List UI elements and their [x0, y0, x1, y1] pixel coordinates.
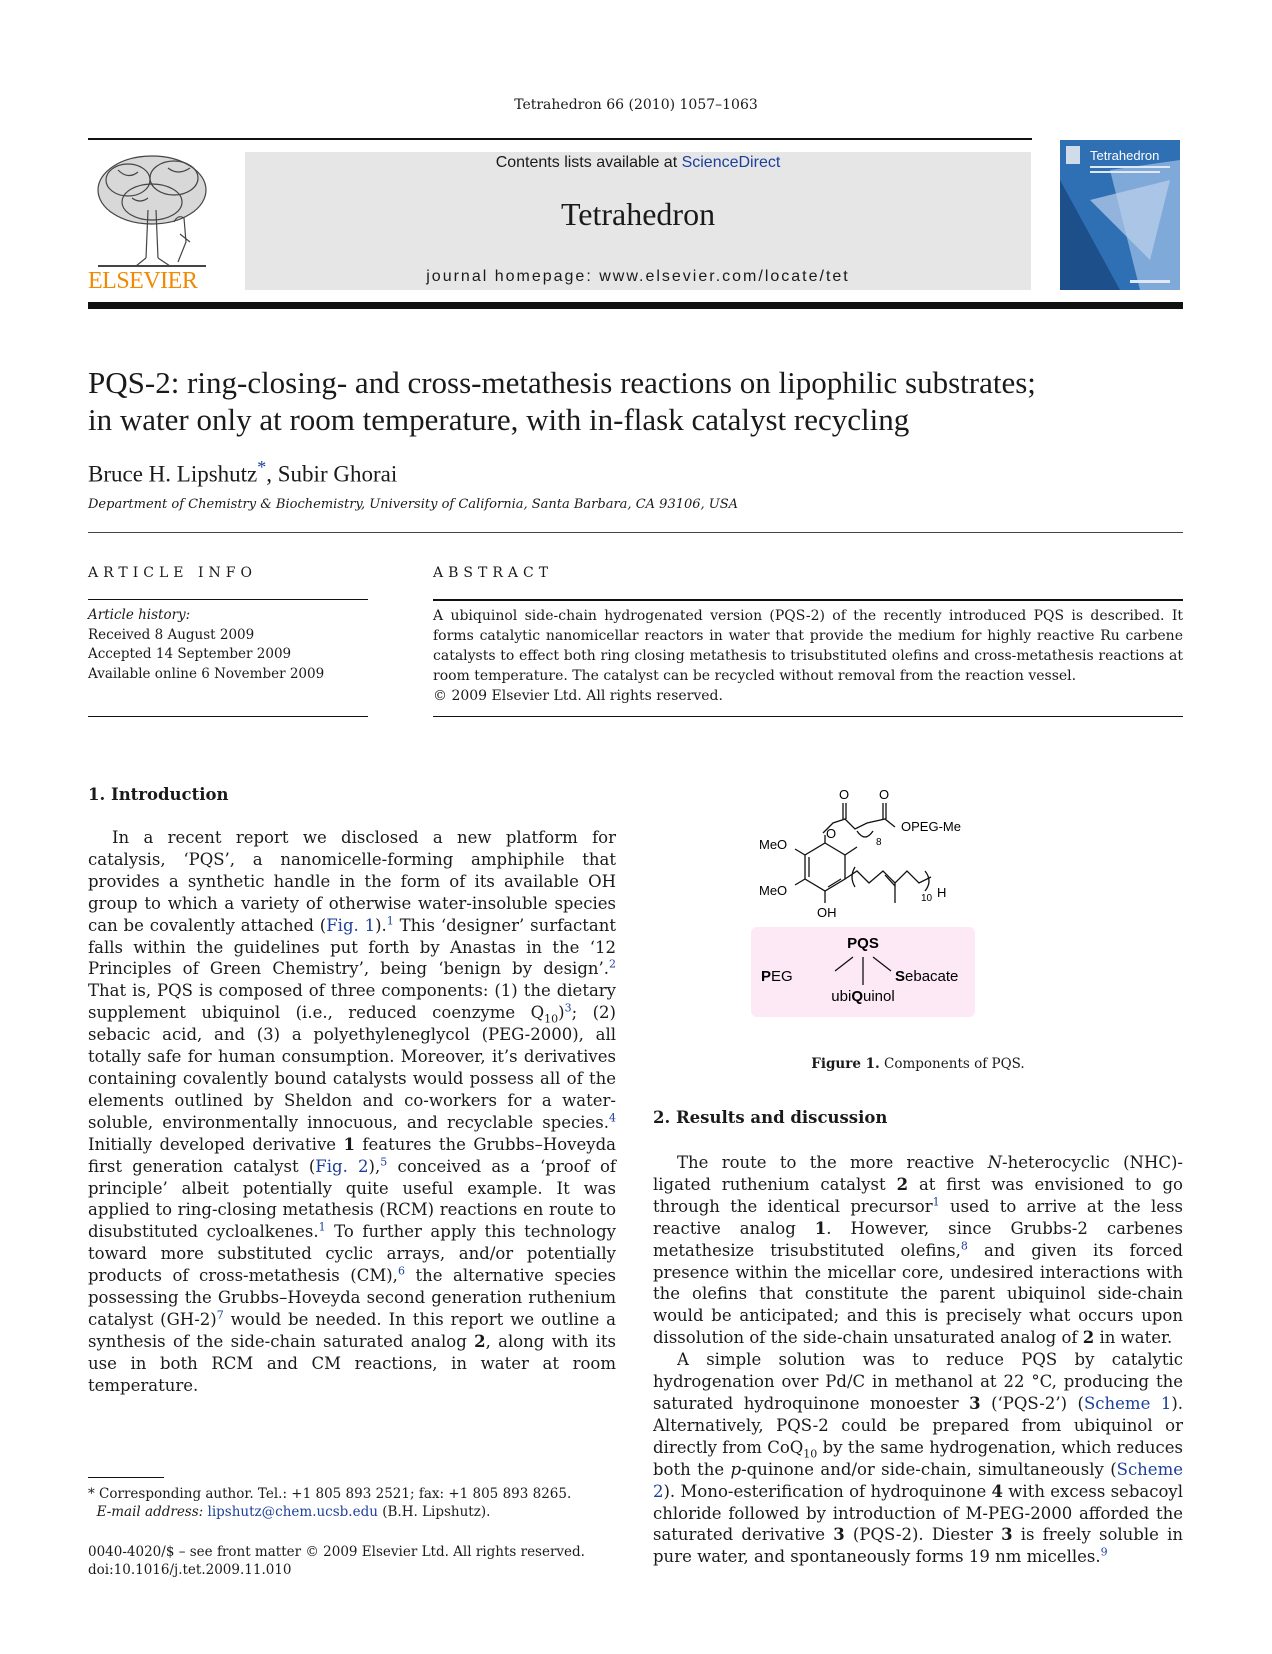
footnote-line-1: * Corresponding author. Tel.: +1 805 893 2521; fax: +1 805 893 8265.	[88, 1486, 572, 1502]
scheme1-link[interactable]: Scheme 1	[1083, 1393, 1172, 1413]
received-date: Received 8 August 2009	[88, 626, 255, 643]
carbonyl-o-1: O	[839, 787, 850, 802]
journal-reference: Tetrahedron 66 (2010) 1057–1063	[514, 97, 758, 113]
terminal-h: H	[937, 885, 947, 900]
repeat-10: 10	[921, 893, 933, 904]
ester-o: O	[826, 826, 837, 841]
citation[interactable]: 6	[397, 1264, 405, 1278]
abstract-bottom-rule	[433, 716, 1183, 717]
corresponding-author-footnote	[88, 1485, 628, 1521]
fig2-link[interactable]: Fig. 2	[315, 1156, 369, 1176]
info-top-rule	[88, 599, 368, 600]
corresponding-author-mark[interactable]: *	[257, 457, 267, 477]
citation[interactable]: 3	[564, 1001, 572, 1015]
introduction-paragraph: In a recent report we disclosed a new platform for catalysis, ‘PQS’, a nanomicelle-forming amphiphile that provides a synthetic handle in the form of its available OH group to which a variety of otherwise water-insoluble species can be covalently attached (Fig. 1).$^1$ This ‘designer’ surfactant falls within the guidelines put forth by Anastas in the ‘12 Principles of Green Chemistry’, being ‘benign by design’.$^2$ That is, PQS is composed of three components: (1) the dietary supplement ubiquinol (i.e., reduced coenzyme $Q_{10})^3$; (2) sebacic acid, and (3) a polyethyleneglycol (PEG-2000), all totally safe for human consumption. Moreover, it’s derivatives containing covalently bound catalysts would possess all of the elements outlined by Sheldon and co-workers for a water-soluble, environmentally innocuous, and recyclable species.$^4$ Initially developed derivative 1 features the Grubbs–Hoveyda first generation catalyst (Fig. 2),$^5$ conceived as a ‘proof of principle’ albeit potentially quite useful example. It was applied to ring-closing metathesis (RCM) reactions en route to disubstituted cycloalkenes.$^1$ To further apply this technology toward more substituted cyclic arrays, and/or potentially products of cross-metathesis (CM),$^6$ the alternative species possessing the Grubbs–Hoveyda second generation ruthenium catalyst $(GH-2)^7$ would be needed. In this report we outline a synthesis of the side-chain saturated analog 2, along with its use in both RCM and CM reactions, in water at room temperature.	[88, 828, 617, 1395]
citation[interactable]: 4	[609, 1111, 616, 1125]
opeg-label: OPEG-Me	[901, 819, 961, 834]
methoxy-2: MeO	[759, 883, 788, 898]
carbonyl-o-2: O	[879, 787, 890, 802]
masthead-thick-rule	[88, 302, 1183, 309]
footnote-rule	[88, 1477, 164, 1478]
citation[interactable]: 8	[960, 1239, 968, 1253]
chain-length-8: 8	[876, 837, 882, 848]
section-heading-results: 2. Results and discussion	[653, 1108, 888, 1127]
author-list	[88, 457, 397, 488]
caption-text: Components of PQS.	[884, 1056, 1025, 1072]
scheme2-link[interactable]: Scheme 2	[653, 1459, 1183, 1501]
author-email-link[interactable]: lipshutz@chem.ucsb.edu	[207, 1504, 378, 1520]
journal-homepage[interactable]: journal homepage: www.elsevier.com/locate/tet	[426, 268, 850, 285]
ubiquinol-component: ubiQuinol	[831, 988, 895, 1005]
citation[interactable]: 1	[318, 1220, 326, 1234]
title-line-1: PQS-2: ring-closing- and cross-metathesis reactions on lipophilic substrates;	[88, 365, 1036, 400]
info-bottom-rule	[88, 716, 368, 717]
contents-lists-line	[245, 154, 1031, 172]
pqs-label: PQS	[847, 935, 879, 952]
figure-1-caption	[653, 1056, 1183, 1072]
article-history	[88, 606, 324, 684]
citation[interactable]: 5	[380, 1155, 388, 1169]
introduction-body	[88, 827, 616, 1397]
results-paragraph-2: A simple solution was to reduce PQS by catalytic hydrogenation over Pd/C in methanol at 22 °C, producing the saturated hydroquinone monoester 3 (‘PQS-2’) (Scheme 1). Alternatively, PQS-2 could be prepared from ubiquinol or directly from CoQ$_{10}$ by the same hydrogenation, which reduces both the p-quinone and/or side-chain, simultaneously (Scheme 2). Mono-esterification of hydroquinone 4 with excess sebacoyl chloride followed by introduction of M-PEG-2000 afforded the saturated derivative 3 (PQS-2). Diester 3 is freely soluble in pure water, and spontaneously forms 19 nm micelles.$^9$	[653, 1350, 1184, 1567]
author-ghorai: , Subir Ghorai	[266, 461, 398, 487]
abstract-copyright: © 2009 Elsevier Ltd. All rights reserved.	[433, 688, 723, 704]
caption-label: Figure 1.	[811, 1056, 880, 1072]
citation[interactable]: 9	[1100, 1545, 1108, 1559]
author-lipshutz: Bruce H. Lipshutz	[88, 461, 258, 487]
figure-1-pqs-structure	[759, 785, 1035, 1045]
footnote-email-line: E-mail address: lipshutz@chem.ucsb.edu (B.H. Lipshutz).	[96, 1504, 491, 1520]
page-footer	[88, 1543, 585, 1579]
section-heading-introduction: 1. Introduction	[88, 785, 229, 804]
header-rule	[88, 138, 1032, 140]
journal-cover-image	[1060, 140, 1180, 290]
abstract-top-rule	[433, 599, 1183, 601]
doi-line: doi:10.1016/j.tet.2009.11.010	[88, 1562, 292, 1578]
title-rule	[88, 532, 1183, 533]
results-body	[653, 1152, 1183, 1568]
citation[interactable]: 1	[932, 1195, 940, 1209]
footnote-mark: *	[88, 1486, 95, 1502]
article-title	[88, 364, 1188, 438]
peg-component: PEG	[761, 968, 793, 985]
abstract-heading: ABSTRACT	[433, 565, 554, 581]
sciencedirect-link[interactable]: ScienceDirect	[681, 154, 781, 171]
online-date: Available online 6 November 2009	[88, 665, 325, 682]
accepted-date: Accepted 14 September 2009	[88, 646, 292, 662]
title-line-2: in water only at room temperature, with in-flask catalyst recycling	[88, 402, 910, 437]
affiliation: Department of Chemistry & Biochemistry, University of California, Santa Barbara, CA 93106, USA	[88, 497, 739, 512]
elsevier-wordmark: ELSEVIER	[88, 268, 198, 294]
abstract-text: A ubiquinol side-chain hydrogenated version (PQS-2) of the recently introduced PQS is described. It forms catalytic nanomicellar reactors in water that provide the medium for highly reactive Ru carbene catalysts to effect both ring closing metathesis to trisubstituted olefins and cross-metathesis reactions at room temperature. The catalyst can be recycled without removal from the reaction vessel.	[433, 608, 1183, 684]
journal-masthead	[245, 152, 1031, 290]
cover-title: Tetrahedron	[1090, 148, 1160, 163]
journal-title: Tetrahedron	[560, 196, 716, 232]
citation[interactable]: 7	[216, 1308, 224, 1322]
citation[interactable]: 2	[609, 957, 616, 971]
citation[interactable]: 1	[386, 914, 394, 928]
fig1-link[interactable]: Fig. 1	[326, 915, 376, 935]
results-paragraph-1: The route to the more reactive N-heterocyclic (NHC)-ligated ruthenium catalyst 2 at first was envisioned to go through the identical precursor$^1$ used to arrive at the less reactive analog 1. However, since Grubbs-2 carbenes metathesize trisubstituted olefins,$^8$ and given its forced presence within the micellar core, undesired interactions with the olefins that constitute the parent ubiquinol side-chain would be anticipated; and this is precisely what occurs upon dissolution of the side-chain unsaturated analog of 2 in water.	[653, 1153, 1184, 1348]
history-label: Article history:	[88, 607, 191, 623]
hydroxyl: OH	[817, 905, 837, 920]
abstract-body	[433, 606, 1183, 706]
contents-prefix: Contents lists available at	[495, 154, 682, 171]
methoxy-1: MeO	[759, 837, 788, 852]
front-matter-line: 0040-4020/$ – see front matter © 2009 Elsevier Ltd. All rights reserved.	[88, 1544, 585, 1560]
sebacate-component: Sebacate	[895, 968, 959, 985]
article-info-heading: ARTICLE INFO	[88, 565, 257, 581]
